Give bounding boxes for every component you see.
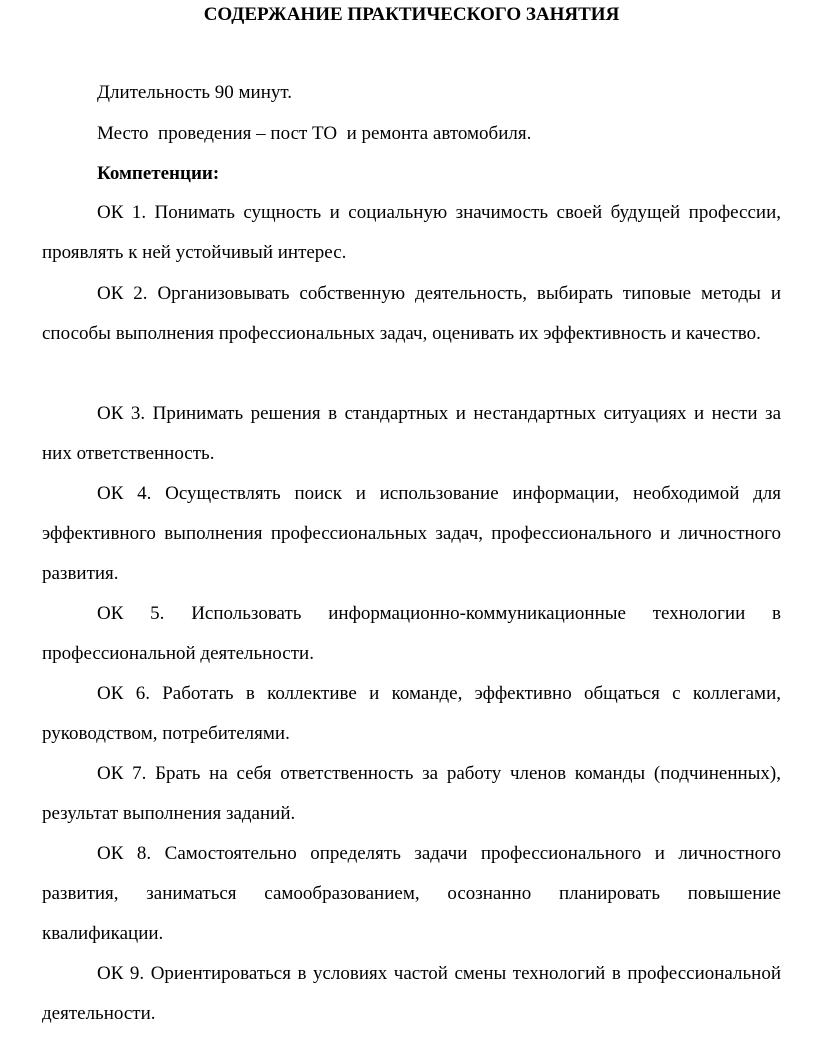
competency-ok8: ОК 8. Самостоятельно определять задачи профессионального и личностного развития, заниматься самообразованием, осознанно планировать повышение квалификации.	[42, 843, 781, 944]
competency-ok5: ОК 5. Использовать информационно-коммуникационные технологии в профессиональной деятельности.	[42, 603, 781, 664]
competency-ok4: ОК 4. Осуществлять поиск и использование информации, необходимой для эффективного выполнения профессиональных задач, профессионального и личностного развития.	[42, 483, 781, 584]
competency-ok3: ОК 3. Принимать решения в стандартных и нестандартных ситуациях и нести за них ответственность.	[42, 403, 781, 464]
competency-ok1: ОК 1. Понимать сущность и социальную значимость своей будущей профессии, проявлять к ней устойчивый интерес.	[42, 202, 781, 263]
competencies-heading: Компетенции:	[97, 163, 220, 184]
document-title: СОДЕРЖАНИЕ ПРАКТИЧЕСКОГО ЗАНЯТИЯ	[203, 4, 620, 25]
competency-ok7: ОК 7. Брать на себя ответственность за работу членов команды (подчиненных), результат выполнения заданий.	[42, 763, 781, 824]
duration-line: Длительность 90 минут.	[97, 82, 293, 103]
competency-ok2: ОК 2. Организовывать собственную деятельность, выбирать типовые методы и способы выполнения профессиональных задач, оценивать их эффективность и качество.	[42, 283, 781, 344]
competency-ok9: ОК 9. Ориентироваться в условиях частой смены технологий в профессиональной деятельности.	[42, 963, 781, 1024]
competency-ok6: ОК 6. Работать в коллективе и команде, эффективно общаться с коллегами, руководством, потребителями.	[42, 683, 781, 744]
place-line: Место проведения – пост ТО и ремонта автомобиля.	[97, 123, 532, 144]
